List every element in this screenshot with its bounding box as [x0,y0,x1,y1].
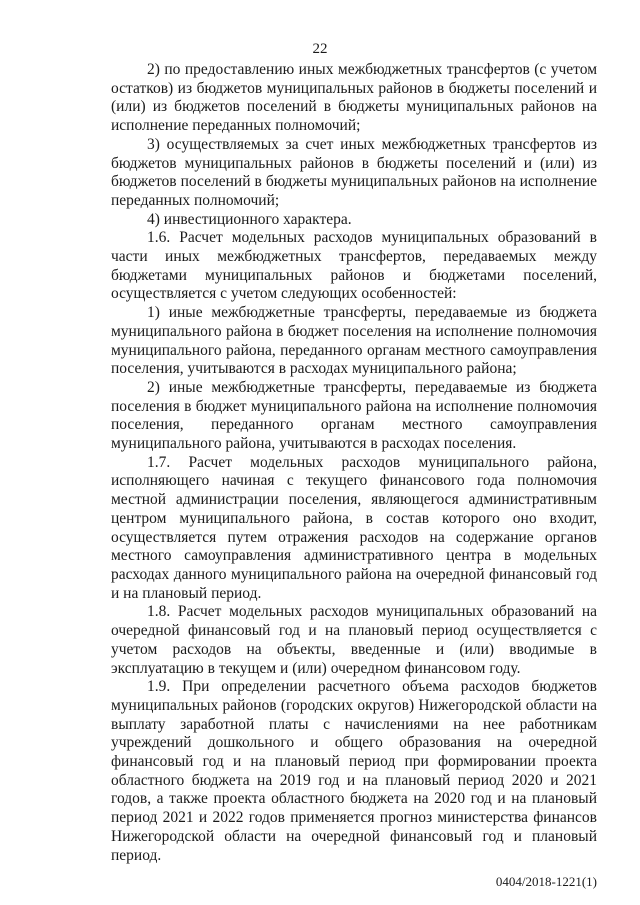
paragraph-1-9: 1.9. При определении расчетного объема расходов бюджетов муниципальных районов (городских округов) Нижегородской области на выплату заработной платы с начислениями на нее работникам учреждений дошкольного и общего образования на очередной финансовый год и на плановый период при формировании проекта областного бюджета на 2019 год и на плановый период 2020 и 2021 годов, а также проекта областного бюджета на 2020 год и на плановый период 2021 и 2022 годов применяется прогноз министерства финансов Нижегородской области на очередной финансовый год и плановый период. [111,678,597,864]
paragraph-1-6: 1.6. Расчет модельных расходов муниципальных образований в части иных межбюджетных трансфертов, передаваемых между бюджетами муниципальных районов и бюджетами поселений, осуществляется с учетом следующих особенностей: [111,229,597,303]
paragraph-3-transfers: 3) осуществляемых за счет иных межбюджетных трансфертов из бюджетов муниципальных районов в бюджеты поселений и (или) из бюджетов поселений в бюджеты муниципальных районов на исполнение переданных полномочий; [111,135,597,209]
paragraph-1-6-item-1: 1) иные межбюджетные трансферты, передаваемые из бюджета муниципального района в бюджет поселения на исполнение полномочия муниципального района, переданного органам местного самоуправления поселения, учитываются в расходах муниципального района; [111,304,597,378]
document-body [111,61,597,865]
document-code: 0404/2018-1221(1) [495,874,597,889]
paragraph-4-investment: 4) инвестиционного характера. [147,210,352,228]
page-number: 22 [312,41,328,57]
paragraph-1-8: 1.8. Расчет модельных расходов муниципальных образований на очередной финансовый год и на плановый период осуществляется с учетом расходов на объекты, введенные и (или) вводимые в эксплуатацию в текущем и (или) очередном финансовом году. [111,603,597,677]
paragraph-1-6-item-2: 2) иные межбюджетные трансферты, передаваемые из бюджета поселения в бюджет муниципального района на исполнение полномочия поселения, переданного органам местного самоуправления муниципального района, учитываются в расходах поселения. [111,378,597,453]
paragraph-1-7: 1.7. Расчет модельных расходов муниципального района, исполняющего начиная с текущего финансового года полномочия местной администрации поселения, являющегося административным центром муниципального района, в состав которого оно входит, осуществляется путем отражения расходов на содержание органов местного самоуправления административного центра в модельных расходах данного муниципального района на очередной финансовый год и на плановый период. [111,453,597,602]
paragraph-2-transfers: 2) по предоставлению иных межбюджетных трансфертов (с учетом остатков) из бюджетов муниципальных районов в бюджеты поселений и (или) из бюджетов поселений в бюджеты муниципальных районов на исполнение переданных полномочий; [111,61,597,135]
